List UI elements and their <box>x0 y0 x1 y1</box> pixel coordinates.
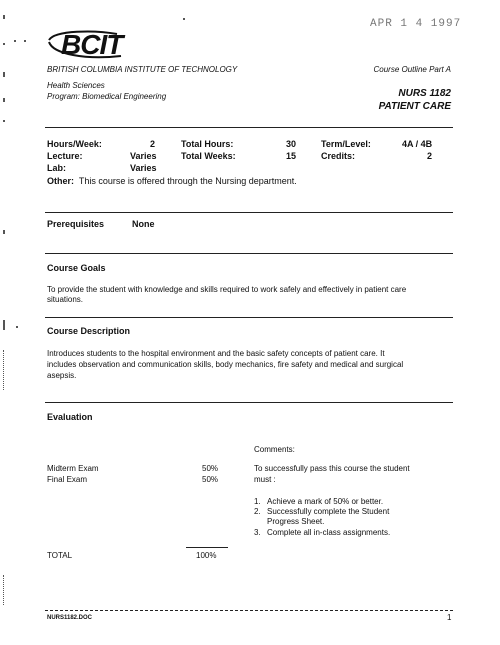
term-level-value: 4A / 4B <box>402 139 433 149</box>
other-line <box>47 176 297 186</box>
course-goals-heading: Course Goals <box>47 263 106 273</box>
document-type: Course Outline Part A <box>373 65 451 74</box>
total-weeks-value: 15 <box>286 151 297 161</box>
lab-label: Lab: <box>47 163 66 173</box>
course-title: PATIENT CARE <box>378 101 451 112</box>
scan-speck <box>3 350 6 390</box>
total-value: 100% <box>196 551 217 560</box>
pass-requirement-line: must : <box>254 475 276 484</box>
criteria-number: 2. <box>254 507 261 516</box>
total-rule <box>186 547 228 548</box>
lecture-value: Varies <box>130 151 157 161</box>
divider <box>45 402 453 403</box>
lecture-label: Lecture: <box>47 151 83 161</box>
bcit-logo <box>45 28 125 62</box>
course-goals-line: situations. <box>47 295 84 304</box>
scan-speck <box>3 98 5 102</box>
evaluation-row-label: Midterm Exam <box>47 464 99 473</box>
page-number: 1 <box>447 613 452 622</box>
course-goals-line: To provide the student with knowledge and skills required to work safely and effectively in patient care <box>47 285 407 294</box>
scan-speck <box>3 575 5 605</box>
prerequisites-value: None <box>132 219 155 229</box>
pass-requirement-line: To successfully pass this course the student <box>254 464 410 473</box>
program-name: Program: Biomedical Engineering <box>47 92 167 101</box>
comments-label: Comments: <box>254 445 295 454</box>
received-stamp: APR 1 4 1997 <box>370 18 462 30</box>
criteria-number: 1. <box>254 497 261 506</box>
footer-rule <box>45 610 453 611</box>
divider <box>45 253 453 254</box>
scan-speck <box>3 72 5 77</box>
term-level-label: Term/Level: <box>321 139 371 149</box>
scan-speck <box>3 15 5 19</box>
prerequisites-label: Prerequisites <box>47 219 105 229</box>
evaluation-row-value: 50% <box>202 475 219 484</box>
total-hours-label: Total Hours: <box>181 139 234 149</box>
course-description-heading: Course Description <box>47 326 131 336</box>
credits-value: 2 <box>427 151 433 161</box>
school-name: Health Sciences <box>47 81 105 90</box>
scan-speck <box>3 120 5 122</box>
total-weeks-label: Total Weeks: <box>181 151 236 161</box>
scan-speck <box>183 18 185 20</box>
criteria-number: 3. <box>254 528 261 537</box>
credits-label: Credits: <box>321 151 356 161</box>
evaluation-row-value: 50% <box>202 464 219 473</box>
evaluation-row-label: Final Exam <box>47 475 88 484</box>
hours-week-value: 2 <box>150 139 156 149</box>
scan-speck <box>16 326 18 328</box>
course-description-line: includes observation and communication skills, body mechanics, fire safety and medical and surgical <box>47 360 404 369</box>
evaluation-heading: Evaluation <box>47 412 93 422</box>
criteria-text: Successfully complete the Student <box>267 507 390 516</box>
course-code: NURS 1182 <box>398 88 451 99</box>
criteria-text: Progress Sheet. <box>267 517 325 526</box>
divider <box>45 212 453 213</box>
scan-speck <box>3 43 5 45</box>
scan-speck <box>3 230 5 234</box>
institute-name: BRITISH COLUMBIA INSTITUTE OF TECHNOLOGY <box>47 65 238 74</box>
criteria-text: Achieve a mark of 50% or better. <box>267 497 384 506</box>
course-description-line: Introduces students to the hospital environment and the basic safety concepts of patient care. It <box>47 349 385 358</box>
footer-filename: NURS1182.DOC <box>47 615 93 621</box>
other-text: This course is offered through the Nursing department. <box>78 176 297 186</box>
other-label: Other: <box>47 176 74 186</box>
hours-week-label: Hours/Week: <box>47 139 102 149</box>
lab-value: Varies <box>130 163 157 173</box>
divider <box>45 127 453 128</box>
scan-speck <box>14 40 16 42</box>
course-description-line: asepsis. <box>47 371 77 380</box>
scan-speck <box>24 40 26 42</box>
logo-wordmark: BCIT <box>61 29 123 60</box>
scan-speck <box>3 320 5 330</box>
total-hours-value: 30 <box>286 139 297 149</box>
total-label: TOTAL <box>47 551 73 560</box>
criteria-text: Complete all in-class assignments. <box>267 528 391 537</box>
divider <box>45 317 453 318</box>
